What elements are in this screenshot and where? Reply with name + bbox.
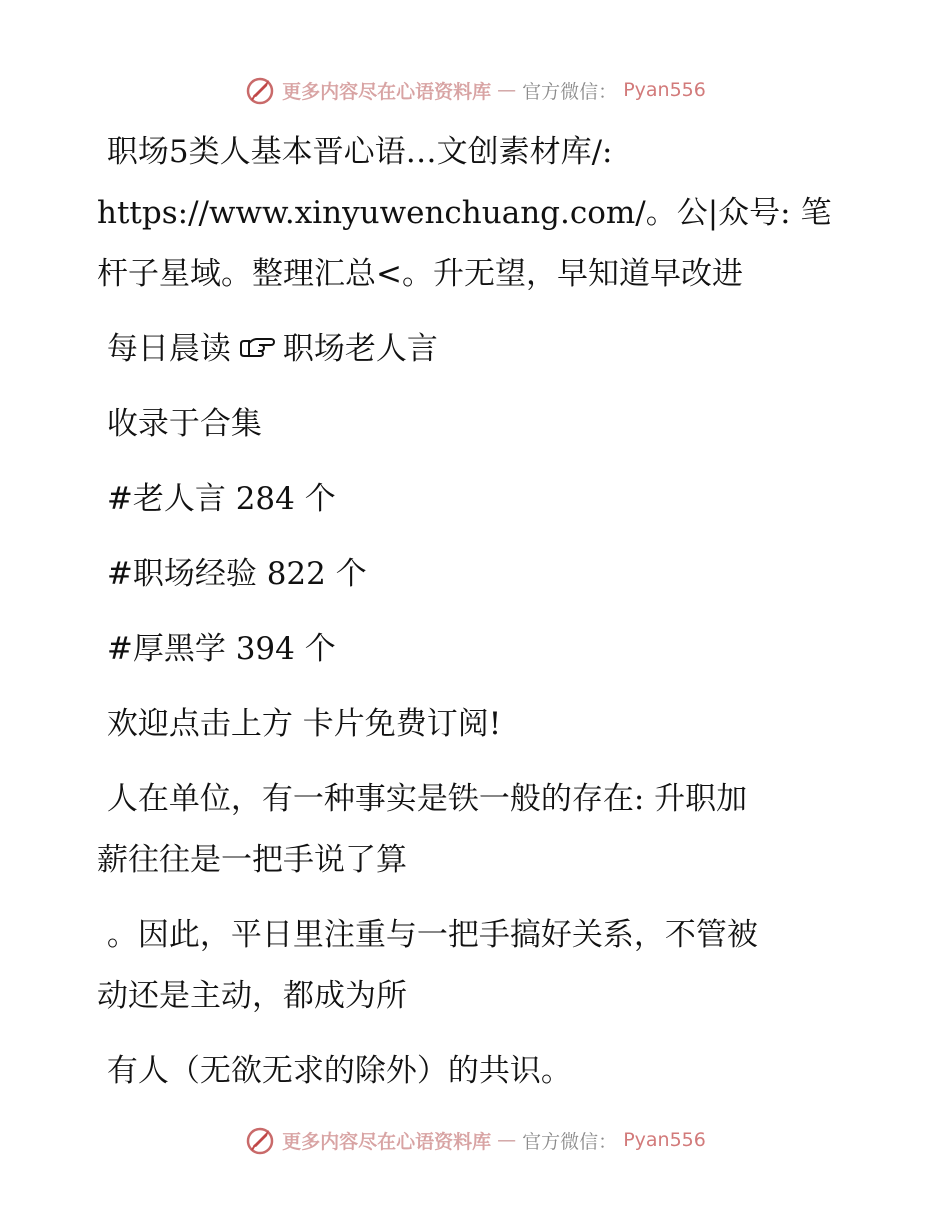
quill-seal-icon: [244, 74, 276, 106]
intro-line-2: https://www.xinyuwenchuang.com/。公|众号: 笔: [97, 195, 832, 231]
banner-brand-text: 更多内容尽在心语资料库: [282, 80, 492, 103]
morning-reading-line: [97, 319, 857, 380]
banner-wechat-label: 官方微信：: [522, 1130, 618, 1153]
tag-thick-black-theory[interactable]: #厚黑学 394 个: [97, 631, 336, 667]
body-paragraph-1-line-1: 人在单位，有一种事实是铁一般的存在: 升职加: [97, 781, 748, 817]
header-banner: [0, 70, 950, 110]
tag-old-sayings[interactable]: #老人言 284 个: [97, 481, 336, 517]
subscribe-prompt: 欢迎点击上方 卡片免费订阅!: [97, 706, 502, 742]
footer-banner: [0, 1120, 950, 1160]
tag-workplace-experience[interactable]: #职场经验 822 个: [97, 556, 367, 592]
body-paragraph-3-line-1: 有人（无欲无求的除外）的共识。: [97, 1053, 572, 1089]
banner-dash: —: [497, 1129, 517, 1151]
intro-paragraph: [97, 122, 857, 305]
body-paragraph-1: [97, 769, 857, 891]
intro-line-3: 杆子星域。整理汇总<。升无望，早知道早改进: [97, 256, 743, 292]
banner-brand-text: 更多内容尽在心语资料库: [282, 1130, 492, 1153]
banner-wechat-id: Pyan556: [623, 79, 706, 101]
document-body: [97, 122, 857, 1102]
body-paragraph-2: [97, 905, 857, 1027]
body-paragraph-2-line-2: 动还是主动，都成为所: [97, 978, 407, 1014]
morning-reading-prefix: 每日晨读: [97, 331, 231, 367]
banner-wechat-id: Pyan556: [623, 1129, 706, 1151]
pointing-hand-icon: [237, 334, 277, 362]
body-paragraph-2-line-1: 。因此，平日里注重与一把手搞好关系，不管被: [97, 917, 758, 953]
banner-wechat-label: 官方微信：: [522, 80, 618, 103]
banner-content: [244, 1124, 706, 1156]
banner-dash: —: [497, 79, 517, 101]
body-paragraph-1-line-2: 薪往往是一把手说了算: [97, 842, 407, 878]
morning-reading-suffix: 职场老人言: [282, 331, 438, 367]
collection-label: 收录于合集: [97, 406, 262, 442]
body-paragraph-3: [97, 1041, 857, 1102]
intro-line-1: 职场5类人基本晋心语…文创素材库/:: [97, 134, 613, 170]
quill-seal-icon: [244, 1124, 276, 1156]
banner-content: [244, 74, 706, 106]
